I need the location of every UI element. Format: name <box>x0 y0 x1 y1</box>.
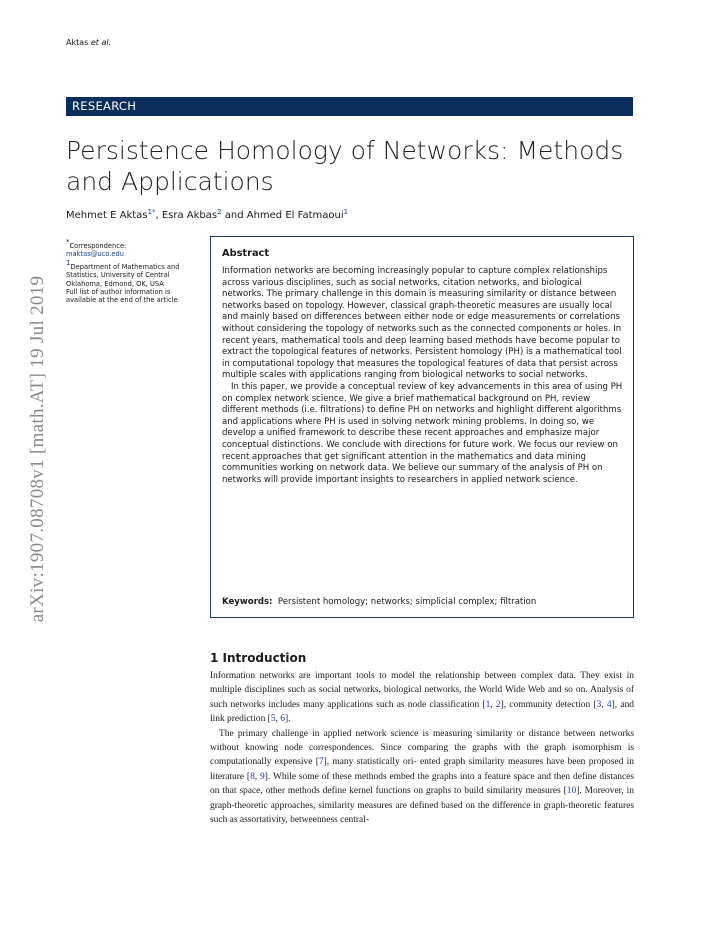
abstract-heading: Abstract <box>222 248 270 259</box>
citation-link[interactable]: 2 <box>495 699 501 710</box>
author-name: Esra Akbas <box>161 210 218 221</box>
text-segment: , <box>490 699 496 710</box>
arxiv-identifier-stamp: arXiv:1907.08708v1 [math.AT] 19 Jul 2019 <box>27 275 48 623</box>
running-head <box>66 38 111 47</box>
text-line: solving network mining problems. In doing so, we develop a unified framework to <box>222 416 595 439</box>
affiliation-line <box>66 259 202 288</box>
affiliation-mark: 1 <box>66 258 71 267</box>
author-info-note: Full list of author information is available at the end of the article <box>66 288 178 305</box>
text-line: similarity or distance between networks based on topology. However, classical <box>222 289 617 311</box>
text-segment: , <box>254 771 261 782</box>
text-segment: , <box>275 714 281 725</box>
text-line: describe these recent approaches and emphasize major conceptual distinctions. <box>222 428 600 450</box>
text-line: networks and highlight different algorithms and applications where PH is used in <box>222 405 622 427</box>
text-segment: between networks without knowing node correspondences. Since comparing the graphs <box>210 728 634 754</box>
citation-link[interactable]: 7 <box>318 757 324 768</box>
text-line: years, mathematical tools and deep learning based methods have become popular <box>252 335 609 346</box>
correspondence-line <box>66 238 202 250</box>
author-separator: and <box>221 210 247 221</box>
keywords-label: Keywords: <box>222 597 273 607</box>
text-line: features of data that persist across multiple scales with applications ranging from <box>222 358 618 381</box>
text-line: graph-theoretic measures are usually local and mainly based on differences <box>222 300 613 323</box>
abstract-box <box>210 236 634 618</box>
text-segment: World Wide Web and so on. Analysis of such networks includes many applications such <box>210 685 634 710</box>
correspondence-email-link[interactable]: maktas@uco.edu <box>66 250 124 259</box>
author-name: Ahmed El Fatmaoui <box>246 210 344 221</box>
body-paragraph <box>210 669 634 727</box>
running-head-authors: Aktas <box>66 38 89 47</box>
text-line: communities working on network data. We believe our summary of the analysis of <box>222 463 575 474</box>
citation-link[interactable]: 6 <box>280 714 285 725</box>
text-segment: ], many statistically ori- <box>323 757 417 768</box>
introduction-body <box>210 669 634 827</box>
text-line: PH on networks will provide important insights to researchers in applied network <box>222 463 603 485</box>
author-affiliation-mark[interactable]: 1* <box>147 208 156 216</box>
text-segment: space, other methods define kernel functions on graphs to build similarity measures <box>239 786 561 797</box>
text-line: of using PH on complex network science. We give a brief mathematical <box>222 381 623 404</box>
running-head-etal: et al. <box>90 38 112 47</box>
text-segment: ], and link prediction [ <box>210 699 635 725</box>
text-line: to extract the topological features of networks. Persistent homology (PH) is a <box>222 335 620 358</box>
text-segment: ented graph similarity measures have been proposed in literature [ <box>210 757 634 782</box>
text-line: science. <box>542 474 578 485</box>
text-segment: as node classification [ <box>396 699 486 710</box>
author-affiliation-mark[interactable]: 1 <box>343 208 349 216</box>
text-segment: ]. <box>284 714 291 725</box>
citation-link[interactable]: 4 <box>606 699 612 710</box>
correspondence-label: Correspondence: <box>69 242 127 250</box>
text-segment: ]. Moreover, in graph-theoretic approaches, similarity measures are defined based <box>210 786 635 811</box>
paper-title: Persistence Homology of Networks: Methods and Applications <box>66 136 624 196</box>
text-line: In this paper, we provide a conceptual review of key advancements in this area <box>231 381 572 392</box>
text-line: the topology of networks such as the connected components or holes. In recent <box>222 323 622 346</box>
abstract-paragraph <box>222 382 624 486</box>
citation-link[interactable]: 10 <box>566 786 577 797</box>
text-segment: data. They exist in multiple disciplines such as social networks, biological networks, the <box>210 671 635 696</box>
citation-link[interactable]: 8 <box>250 771 255 782</box>
citation-link[interactable]: 1 <box>485 699 491 710</box>
citation-link[interactable]: 5 <box>270 714 276 725</box>
citation-link[interactable]: 3 <box>596 699 602 710</box>
article-type-label: RESEARCH <box>72 99 137 113</box>
body-paragraph <box>210 727 634 828</box>
abstract-text <box>222 266 624 486</box>
keywords-line <box>222 597 624 607</box>
author-separator: , <box>155 210 162 221</box>
citation-link[interactable]: 9 <box>260 771 265 782</box>
text-segment: on the difference in graph-theoretic features such as assortativity, betweenness central- <box>210 800 634 826</box>
affiliation-text: Department of Mathematics and Statistics, University of Central Oklahoma, Edmond, OK, USA <box>66 262 180 288</box>
text-line: and biological networks. The primary challenge in this domain is measuring <box>222 277 582 300</box>
author-name: Mehmet E Aktas <box>66 210 148 221</box>
text-line: Information networks are becoming increasingly popular to capture complex <box>222 266 550 276</box>
text-line: mathematical tool in computational topology that measures the topological <box>222 347 622 369</box>
text-line: background on PH, review different methods (i.e. filtrations) to define PH on <box>222 393 591 416</box>
correspondence-note <box>66 238 202 305</box>
text-segment: The primary challenge in applied network science is measuring similarity or distance <box>219 728 560 739</box>
text-segment: Information networks are important tools to model the relationship between complex <box>210 671 554 681</box>
text-line: approaches that get significant attention in the mathematics and data mining <box>252 451 586 462</box>
text-segment: ], community detection [ <box>500 699 597 710</box>
article-type-banner <box>66 97 633 116</box>
section-heading-introduction: 1 Introduction <box>210 651 307 665</box>
text-segment: ]. While some of <box>264 771 330 782</box>
keywords-text: Persistent homology; networks; simplicial complex; filtration <box>277 597 537 607</box>
text-segment: [ <box>563 786 567 797</box>
text-segment: with the graph isomorphism is computationally expensive [ <box>210 743 634 768</box>
author-affiliation-mark[interactable]: 2 <box>217 208 222 216</box>
text-segment: these methods embed the graphs into a feature space and then define distances on that <box>210 771 635 797</box>
abstract-paragraph <box>222 266 624 382</box>
text-line: relationships across various disciplines, such as social networks, citation networks, <box>222 266 608 288</box>
author-list <box>66 208 348 221</box>
correspondence-mark: * <box>66 238 70 246</box>
text-line: biological networks to social networks. <box>422 370 588 381</box>
text-line: We conclude with directions for future work. We focus our review on recent <box>222 439 618 462</box>
text-segment: , <box>601 699 607 710</box>
text-line: between either node or edge measurements or correlations without considering <box>222 312 620 334</box>
